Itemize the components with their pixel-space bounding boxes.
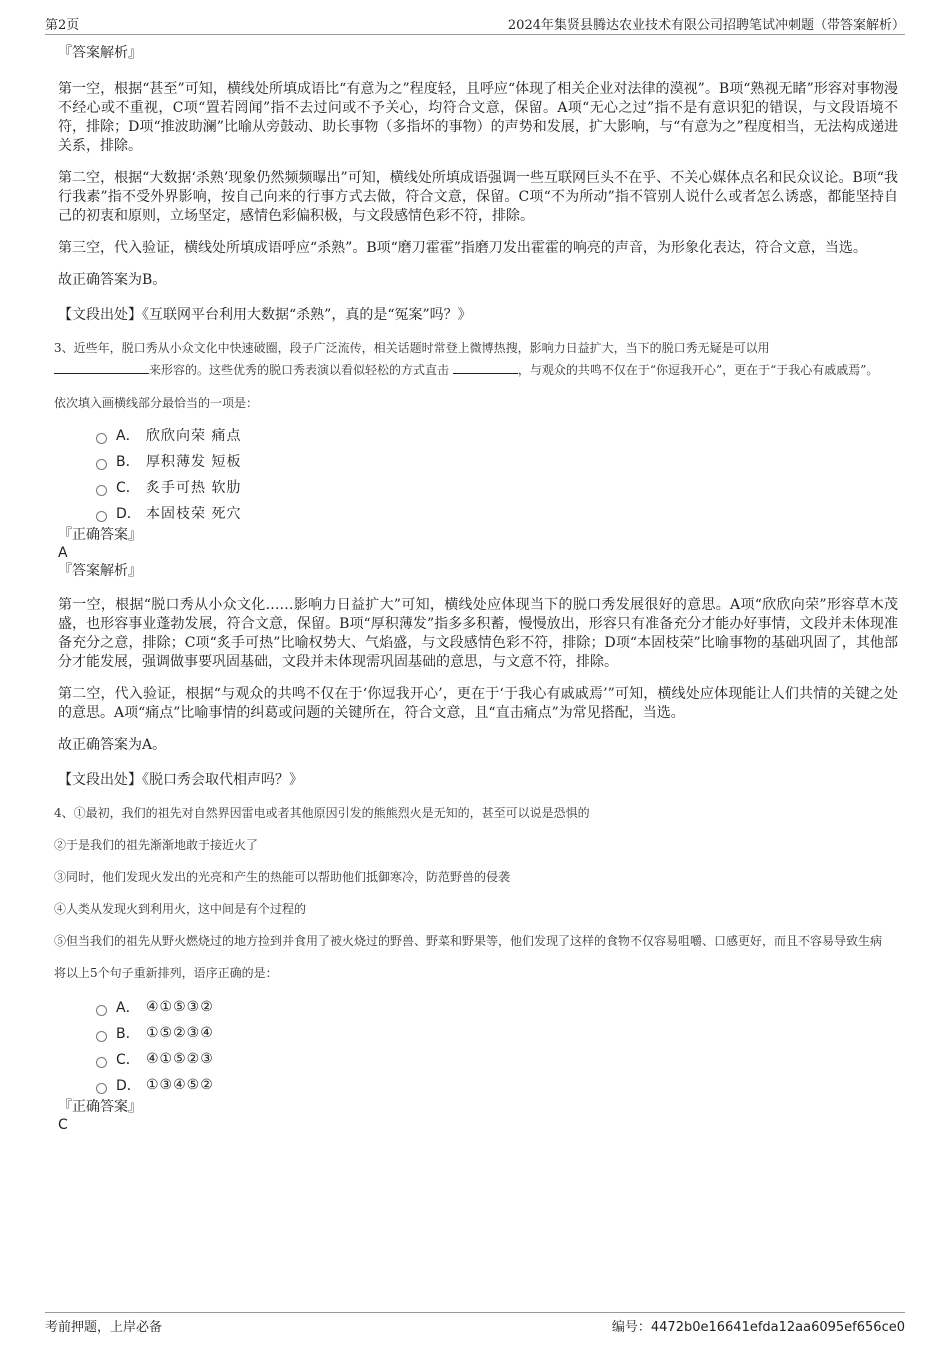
radio-icon[interactable] <box>96 1031 107 1042</box>
q4-sentence-2: ②于是我们的祖先渐渐地敢于接近火了 <box>54 838 259 852</box>
page-number: 第2页 <box>45 18 80 33</box>
q3-blank-2 <box>453 359 518 374</box>
option-text: 本固枝荣 死穴 <box>146 506 242 522</box>
radio-icon[interactable] <box>96 433 107 444</box>
radio-icon[interactable] <box>96 1005 107 1016</box>
q2-conclusion: 故正确答案为B。 <box>58 272 167 288</box>
radio-icon[interactable] <box>96 1083 107 1094</box>
q4-sentence-3: ③同时，他们发现火发出的光亮和产生的热能可以帮助他们抵御寒冷，防范野兽的侵袭 <box>54 870 511 884</box>
q2-analysis-label: 『答案解析』 <box>58 45 142 61</box>
q4-sentence-5: ⑤但当我们的祖先从野火燃烧过的地方捡到并食用了被火烧过的野兽、野菜和野果等，他们发现了这样的食物不仅容易咀嚼、口感更好，而且不容易导致生病 <box>54 934 883 948</box>
q3-option-c[interactable] <box>96 474 898 500</box>
q3-analysis-label: 『答案解析』 <box>58 563 142 579</box>
q4-instruction: 将以上5个句子重新排列，语序正确的是： <box>54 966 278 980</box>
option-label: B． <box>116 1026 140 1042</box>
q3-answer: A <box>58 545 68 561</box>
q4-option-b[interactable] <box>96 1020 898 1046</box>
page-footer <box>45 1312 905 1337</box>
option-label: C． <box>116 480 140 496</box>
q3-option-a[interactable] <box>96 422 898 448</box>
option-text: 厚积薄发 短板 <box>146 454 242 470</box>
option-text: ①⑤②③④ <box>146 1025 214 1041</box>
q3-option-b[interactable] <box>96 448 898 474</box>
page-content <box>54 44 898 1134</box>
q3-stem-part2: 来形容的。这些优秀的脱口秀表演以看似轻松的方式直击 <box>149 363 450 377</box>
q3-stem-part3: ，与观众的共鸣不仅在于“你逗我开心”，更在于“于我心有戚戚焉”。 <box>517 363 879 377</box>
option-text: ④①⑤②③ <box>146 1051 214 1067</box>
option-text: 欣欣向荣 痛点 <box>146 428 242 444</box>
q3-options <box>96 422 898 526</box>
q3-answer-label: 『正确答案』 <box>58 527 142 543</box>
q4-option-c[interactable] <box>96 1046 898 1072</box>
q4-options <box>96 994 898 1098</box>
q2-analysis-p1: 第一空，根据“甚至”可知，横线处所填成语比“有意为之”程度轻，且呼应“体现了相关企业对法律的漠视”。B项“熟视无睹”形容对事物漫不经心或不重视，C项“置若罔闻”指不去过问或不予关心，均符合文意，保留。A项“无心之过”指不是有意识犯的错误，与文段语境不符，排除；D项“推波助澜”比喻从旁鼓动、助长事物（多指坏的事物）的声势和发展，扩大影响，与“有意为之”程度相当，无法构成递进关系，排除。 <box>58 81 898 154</box>
option-label: D． <box>116 506 141 522</box>
q3-analysis-p2: 第二空，代入验证，根据“与观众的共鸣不仅在于‘你逗我开心’，更在于‘于我心有戚戚焉’”可知，横线处应体现能让人们共情的关键之处的意思。A项“痛点”比喻事情的纠葛或问题的关键所在，符合文意，且“直击痛点”为常见搭配，当选。 <box>58 686 898 721</box>
footer-slogan: 考前押题，上岸必备 <box>45 1320 163 1335</box>
document-code <box>612 1316 905 1335</box>
option-label: A． <box>116 428 140 444</box>
code-label: 编号： <box>611 1320 651 1335</box>
q3-option-d[interactable] <box>96 500 898 526</box>
option-text: ④①⑤③② <box>146 999 214 1015</box>
q4-sentences <box>54 803 898 984</box>
radio-icon[interactable] <box>96 485 107 496</box>
q4-sentence-4: ④人类从发现火到利用火，这中间是有个过程的 <box>54 902 307 916</box>
option-label: B． <box>116 454 140 470</box>
q4-option-d[interactable] <box>96 1072 898 1098</box>
radio-icon[interactable] <box>96 459 107 470</box>
radio-icon[interactable] <box>96 1057 107 1068</box>
q4-sentence-1: 4、①最初，我们的祖先对自然界因雷电或者其他原因引发的熊熊烈火是无知的，甚至可以说是恐惧的 <box>54 806 590 820</box>
page-header <box>45 12 905 35</box>
q3-conclusion: 故正确答案为A。 <box>58 737 167 753</box>
q2-analysis-p2: 第二空，根据“大数据‘杀熟’现象仍然频频曝出”可知，横线处所填成语强调一些互联网巨头不在乎、不关心媒体点名和民众议论。B项“我行我素”指不受外界影响，按自己向来的行事方式去做，符合文意，保留。C项“不为所动”指不管别人说什么或者怎么诱惑，都能坚持自己的初衷和原则，立场坚定，感情色彩偏积极，与文段感情色彩不符，排除。 <box>58 170 898 224</box>
q4-answer: C <box>58 1117 68 1133</box>
q3-blank-1 <box>54 359 149 374</box>
document-title: 2024年集贤县腾达农业技术有限公司招聘笔试冲刺题（带答案解析） <box>507 18 905 33</box>
q3-analysis-p1: 第一空，根据“脱口秀从小众文化……影响力日益扩大”可知，横线处应体现当下的脱口秀发展很好的意思。A项“欣欣向荣”形容草木茂盛，也形容事业蓬勃发展，符合文意，保留。B项“厚积薄发”指多多积蓄，慢慢放出，形容只有准备充分才能办好事情，文段并未体现准备充分之意，排除；C项“炙手可热”比喻权势大、气焰盛，与文段感情色彩不符，排除；D项“本固枝荣”比喻事物的基础巩固了，其他部分才能发展，强调做事要巩固基础，文段并未体现需巩固基础的意思，与文意不符，排除。 <box>58 597 898 670</box>
q3-stem <box>54 338 898 381</box>
q3-stem-part1: 3、近些年，脱口秀从小众文化中快速破圈，段子广泛流传，相关话题时常登上微博热搜，影响力日益扩大，当下的脱口秀无疑是可以用 <box>54 341 770 355</box>
code-value: 4472b0e16641efda12aa6095ef656ce0 <box>650 1320 905 1335</box>
radio-icon[interactable] <box>96 511 107 522</box>
q2-analysis-p3: 第三空，代入验证，横线处所填成语呼应“杀熟”。B项“磨刀霍霍”指磨刀发出霍霍的响亮的声音，为形象化表达，符合文意，当选。 <box>58 240 867 256</box>
option-label: A． <box>116 1000 140 1016</box>
option-label: C． <box>116 1052 140 1068</box>
option-text: ①③④⑤② <box>146 1077 214 1093</box>
q3-source: 【文段出处】《脱口秀会取代相声吗？》 <box>58 772 303 788</box>
q4-option-a[interactable] <box>96 994 898 1020</box>
q3-instruction: 依次填入画横线部分最恰当的一项是： <box>54 396 259 410</box>
q2-source: 【文段出处】《互联网平台利用大数据“杀熟”，真的是“冤案”吗？》 <box>58 307 472 323</box>
q4-answer-label: 『正确答案』 <box>58 1099 142 1115</box>
option-text: 炙手可热 软肋 <box>146 480 242 496</box>
option-label: D． <box>116 1078 141 1094</box>
